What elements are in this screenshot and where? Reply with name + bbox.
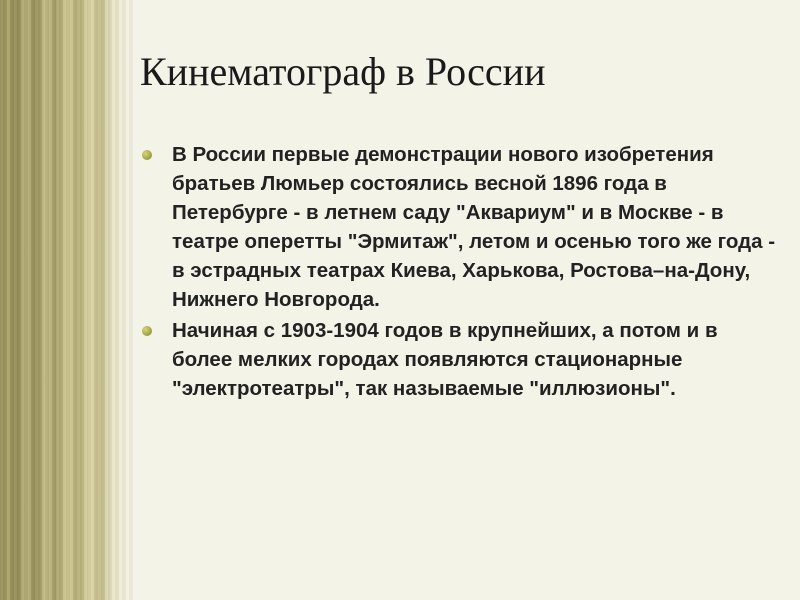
bullet-dot-icon <box>142 326 152 336</box>
bullet-text-1: В России первые демонстрации нового изобретения братьев Люмьер состоялись весной 1896 года в Петербурге - в летнем саду "Аквариум" и в Москве - в театре оперетты "Эрмитаж", летом и осенью того же года - в эстрадных театрах Киева, Харькова, Ростова–на-Дону, Нижнего Новгорода. <box>172 143 776 311</box>
curtain-drape-decoration <box>0 0 135 600</box>
bullet-list <box>138 140 778 405</box>
bullet-item-2 <box>138 316 778 403</box>
bullet-dot-icon <box>142 150 152 160</box>
bullet-text-2: Начиная с 1903-1904 годов в крупнейших, а потом и в более мелких городах появляются стационарные "электротеатры", так называемые "иллюзионы". <box>172 319 718 400</box>
slide-title: Кинематограф в России <box>140 49 546 94</box>
bullet-item-1 <box>138 140 778 314</box>
